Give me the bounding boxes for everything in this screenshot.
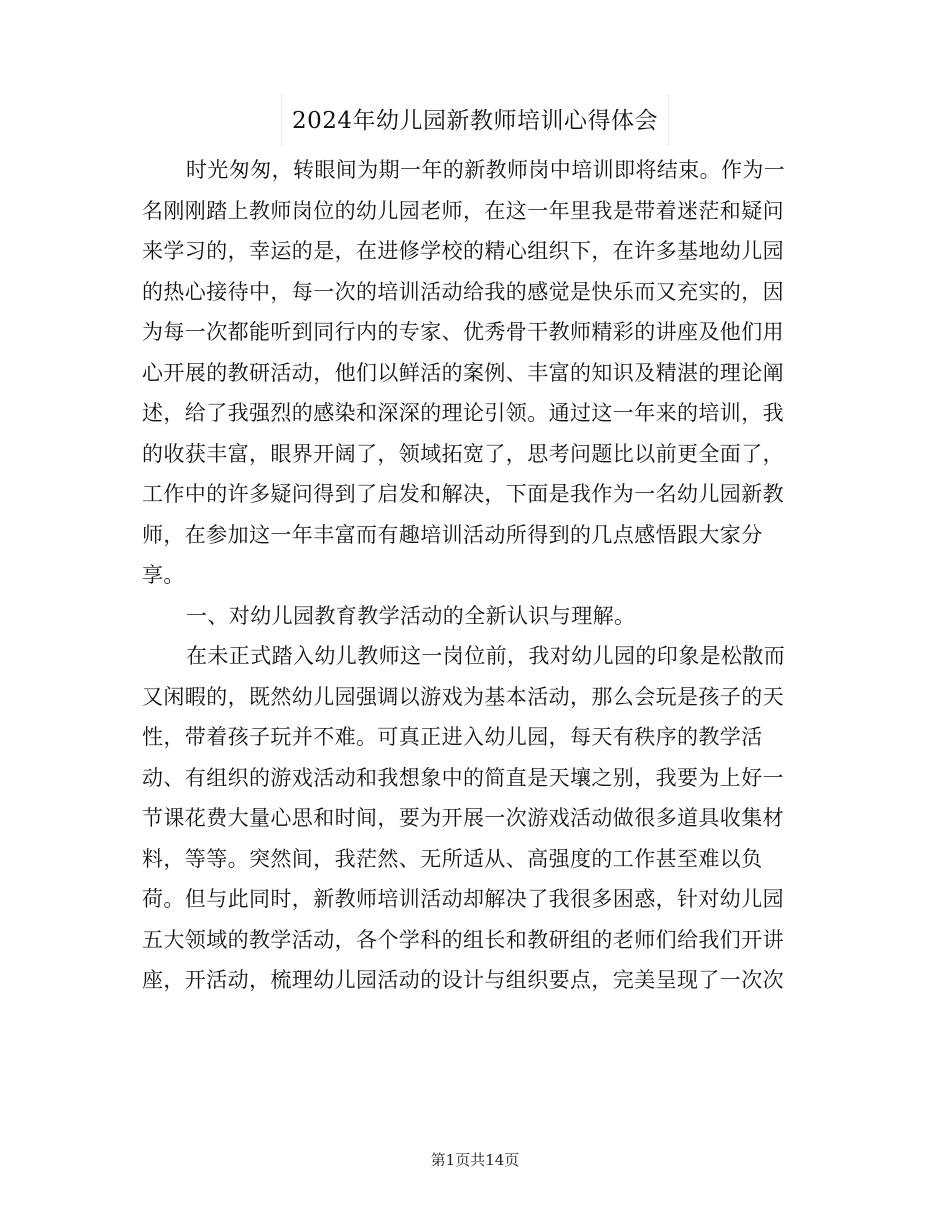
paragraph-line: 的热心接待中，每一次的培训活动给我的感觉是快乐而又充实的，因 — [142, 279, 784, 304]
paragraph-line: 为每一次都能听到同行内的专家、优秀骨干教师精彩的讲座及他们用 — [142, 320, 784, 344]
paragraph-line: 时光匆匆，转眼间为期一年的新教师岗中培训即将结束。作为一 — [186, 158, 786, 182]
page-number-footer: 第1页共14页 — [430, 1151, 520, 1169]
paragraph-line: 五大领域的教学活动，各个学科的组长和教研组的老师们给我们开讲 — [142, 927, 784, 952]
paragraph-line: 述，给了我强烈的感染和深深的理论引领。通过这一年来的培训，我 — [142, 401, 784, 425]
paragraph-line: 享。 — [142, 563, 185, 587]
paragraph-line: 心开展的教研活动，他们以鲜活的案例、丰富的知识及精湛的理论阐 — [142, 360, 784, 385]
paragraph-line: 荷。但与此同时，新教师培训活动却解决了我很多困惑，针对幼儿园 — [142, 887, 784, 911]
paragraph-line: 师，在参加这一年丰富而有趣培训活动所得到的几点感悟跟大家分 — [142, 522, 763, 547]
paragraph-line: 座，开活动，梳理幼儿园活动的设计与组织要点，完美呈现了一次次 — [142, 968, 784, 992]
paragraph-line: 名刚刚踏上教师岗位的幼儿园老师，在这一年里我是带着迷茫和疑问 — [142, 198, 784, 223]
section-heading: 一、对幼儿园教育教学活动的全新认识与理解。 — [186, 603, 636, 628]
paragraph-line: 又闲暇的，既然幼儿园强调以游戏为基本活动，那么会玩是孩子的天 — [142, 684, 784, 709]
paragraph-line: 性，带着孩子玩并不难。可真正进入幼儿园，每天有秩序的教学活 — [142, 725, 763, 749]
paragraph-line: 的收获丰富，眼界开阔了，领域拓宽了，思考问题比以前更全面了， — [142, 441, 784, 466]
paragraph-line: 节课花费大量心思和时间，要为开展一次游戏活动做很多道具收集材 — [142, 806, 784, 830]
paragraph-line: 动、有组织的游戏活动和我想象中的简直是天壤之别，我要为上好一 — [142, 765, 784, 790]
paragraph-line: 在未正式踏入幼儿教师这一岗位前，我对幼儿园的印象是松散而 — [186, 644, 786, 668]
paragraph-line: 来学习的，幸运的是，在进修学校的精心组织下，在许多基地幼儿园 — [142, 239, 784, 263]
document-body — [142, 150, 802, 1001]
paragraph-line: 料，等等。突然间，我茫然、无所适从、高强度的工作甚至难以负 — [142, 846, 763, 871]
document-title: 2024年幼儿园新教师培训心得体会 — [283, 101, 667, 141]
paragraph-line: 工作中的许多疑问得到了启发和解决，下面是我作为一名幼儿园新教 — [142, 482, 784, 506]
